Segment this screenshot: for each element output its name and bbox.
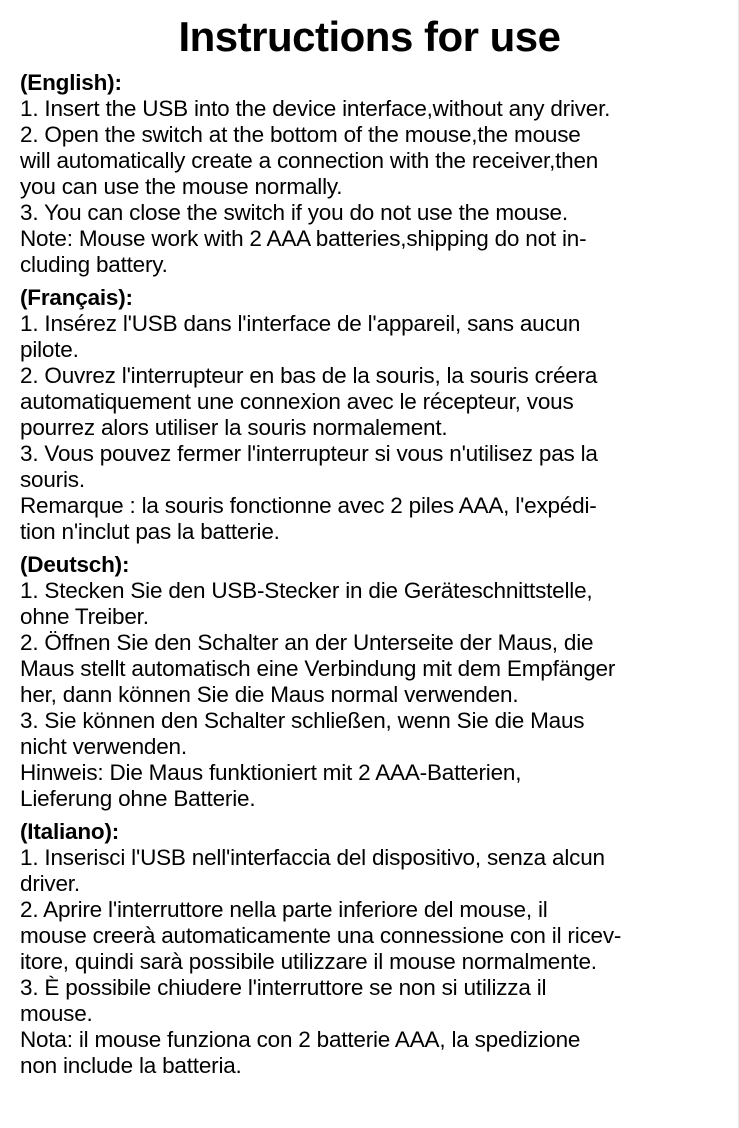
note-line: Lieferung ohne Batterie. (20, 786, 256, 811)
instruction-line: 2. Aprire l'interruttore nella parte inferiore del mouse, il (20, 897, 548, 922)
instruction-line: automatiquement une connexion avec le récepteur, vous (20, 389, 574, 414)
instruction-line: 3. Vous pouvez fermer l'interrupteur si vous n'utilisez pas la (20, 441, 598, 466)
instruction-line: 2. Ouvrez l'interrupteur en bas de la souris, la souris créera (20, 363, 598, 388)
note-line: cluding battery. (20, 252, 168, 277)
instruction-line: itore, quindi sarà possibile utilizzare il mouse normalmente. (20, 949, 597, 974)
instruction-line: 2. Öffnen Sie den Schalter an der Unterseite der Maus, die (20, 630, 594, 655)
note-line: Remarque : la souris fonctionne avec 2 piles AAA, l'expédi- (20, 493, 597, 518)
instruction-line: 3. You can close the switch if you do not use the mouse. (20, 200, 568, 225)
instruction-line: pourrez alors utiliser la souris normalement. (20, 415, 448, 440)
instruction-line: mouse. (20, 1001, 93, 1026)
note-line: Note: Mouse work with 2 AAA batteries,shipping do not in- (20, 226, 587, 251)
instruction-line: souris. (20, 467, 85, 492)
section-english (20, 70, 732, 278)
instruction-line: 2. Open the switch at the bottom of the mouse,the mouse (20, 122, 581, 147)
instruction-line: ohne Treiber. (20, 604, 149, 629)
section-italiano (20, 819, 732, 1079)
instruction-line: 1. Insert the USB into the device interface,without any driver. (20, 96, 611, 121)
instruction-line: pilote. (20, 337, 79, 362)
note-line: Nota: il mouse funziona con 2 batterie AAA, la spedizione (20, 1027, 581, 1052)
instruction-line: mouse creerà automaticamente una connessione con il ricev- (20, 923, 622, 948)
section-heading: (English): (20, 70, 122, 95)
section-heading: (Deutsch): (20, 552, 130, 577)
instruction-line: her, dann können Sie die Maus normal verwenden. (20, 682, 519, 707)
section-heading: (Italiano): (20, 819, 120, 844)
instruction-line: will automatically create a connection with the receiver,then (20, 148, 599, 173)
note-line: Hinweis: Die Maus funktioniert mit 2 AAA-Batterien, (20, 760, 522, 785)
note-line: non include la batteria. (20, 1053, 242, 1078)
instruction-line: 3. È possibile chiudere l'interruttore se non si utilizza il (20, 975, 547, 1000)
instruction-line: 3. Sie können den Schalter schließen, wenn Sie die Maus (20, 708, 585, 733)
instruction-line: 1. Stecken Sie den USB-Stecker in die Geräteschnittstelle, (20, 578, 593, 603)
instruction-line: 1. Inserisci l'USB nell'interfaccia del dispositivo, senza alcun (20, 845, 605, 870)
instruction-line: you can use the mouse normally. (20, 174, 343, 199)
section-francais (20, 285, 732, 545)
page-title: Instructions for use (178, 13, 561, 60)
instruction-line: driver. (20, 871, 80, 896)
instructions-content (20, 70, 732, 1079)
instruction-line: 1. Insérez l'USB dans l'interface de l'appareil, sans aucun (20, 311, 581, 336)
section-deutsch (20, 552, 732, 812)
instruction-line: nicht verwenden. (20, 734, 187, 759)
section-heading: (Français): (20, 285, 133, 310)
instruction-line: Maus stellt automatisch eine Verbindung mit dem Empfänger (20, 656, 616, 681)
note-line: tion n'inclut pas la batterie. (20, 519, 280, 544)
